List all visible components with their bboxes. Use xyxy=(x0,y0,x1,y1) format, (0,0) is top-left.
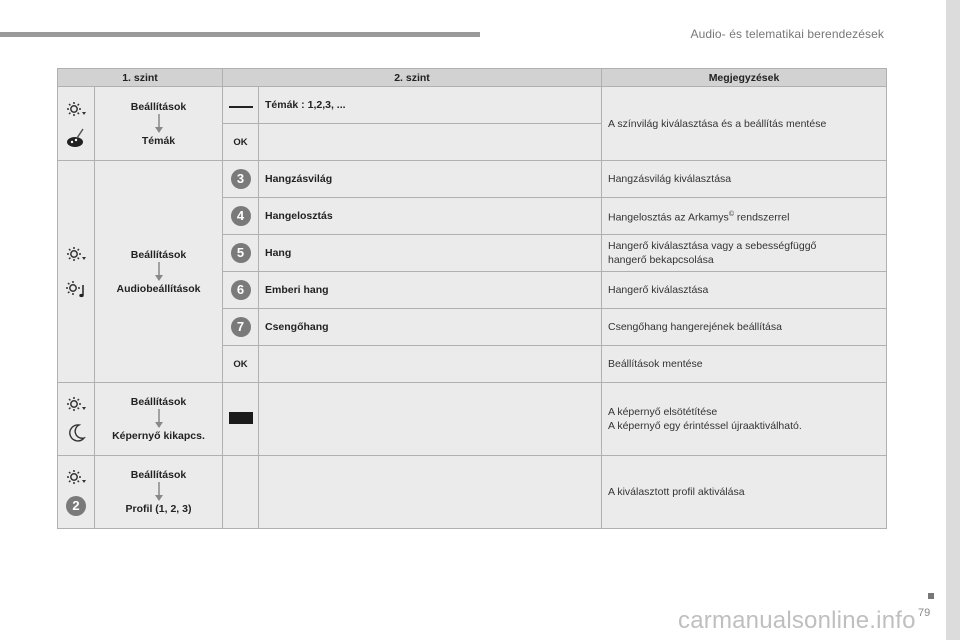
symbol-empty xyxy=(223,456,259,529)
table-header-row xyxy=(58,69,887,87)
level1-path-cell xyxy=(95,87,223,161)
path-top-label: Beállítások xyxy=(130,100,187,113)
arrow-down-icon xyxy=(154,114,164,134)
note-text-after: rendszerrel xyxy=(733,211,790,224)
page-marker xyxy=(928,593,934,599)
level2-empty xyxy=(259,456,602,529)
path-bottom-label: Profil (1, 2, 3) xyxy=(125,503,192,515)
symbol-cell xyxy=(223,87,259,124)
path-top-label: Beállítások xyxy=(130,396,187,408)
level2-empty xyxy=(259,383,602,456)
settings-icon xyxy=(65,245,87,263)
note-cell: Beállítások mentése xyxy=(602,346,887,383)
page-number: 79 xyxy=(918,607,931,619)
ok-symbol: OK xyxy=(223,346,259,383)
note-line: A képernyő egy érintéssel újraaktiválható. xyxy=(608,420,802,432)
settings-table xyxy=(57,68,887,529)
settings-icon xyxy=(65,395,87,413)
copyright-mark: © xyxy=(728,210,734,218)
column-header-level1: 1. szint xyxy=(58,69,223,87)
column-header-level2: 2. szint xyxy=(223,69,602,87)
note-text: Hangelosztás az Arkamys xyxy=(608,211,729,224)
level2-label: Témák : 1,2,3, ... xyxy=(259,87,602,124)
symbol-cell xyxy=(223,235,259,272)
number-2-icon: 2 xyxy=(66,496,86,516)
level2-empty xyxy=(259,124,602,161)
level2-label: Hang xyxy=(259,235,602,272)
icon-cell xyxy=(58,383,95,456)
page-edge-strip xyxy=(946,0,960,640)
column-header-notes: Megjegyzések xyxy=(602,69,887,87)
path-top-label: Beállítások xyxy=(130,469,187,481)
number-4-icon: 4 xyxy=(231,206,251,226)
number-3-icon: 3 xyxy=(231,169,251,189)
level2-label: Csengőhang xyxy=(259,309,602,346)
settings-icon xyxy=(65,468,87,486)
note-cell xyxy=(602,383,887,456)
number-6-icon: 6 xyxy=(231,280,251,300)
settings-icon xyxy=(65,100,87,118)
symbol-cell xyxy=(223,309,259,346)
note-cell: Csengőhang hangerejének beállítása xyxy=(602,309,887,346)
note-line: Hangerő kiválasztása vagy a sebességfüggő xyxy=(608,240,817,252)
symbol-cell xyxy=(223,272,259,309)
path-bottom-label: Témák xyxy=(141,134,176,147)
level2-label: Hangzásvilág xyxy=(259,161,602,198)
header-rule xyxy=(0,32,480,37)
level2-label: Emberi hang xyxy=(259,272,602,309)
arrow-down-icon xyxy=(154,482,164,502)
screen-off-icon xyxy=(229,412,253,424)
path-bottom-label: Képernyő kikapcs. xyxy=(112,430,205,442)
level1-path-cell xyxy=(95,383,223,456)
level1-path-cell xyxy=(95,456,223,529)
table-row xyxy=(58,383,887,456)
table-row xyxy=(58,161,887,198)
number-7-icon: 7 xyxy=(231,317,251,337)
note-line: hangerő bekapcsolása xyxy=(608,254,714,266)
note-cell: Hangerő kiválasztása xyxy=(602,272,887,309)
note-line: A képernyő elsötétítése xyxy=(608,406,718,418)
symbol-cell xyxy=(223,161,259,198)
icon-cell xyxy=(58,87,95,161)
note-cell: A színvilág kiválasztása és a beállítás mentése xyxy=(602,87,887,161)
note-cell: Hangzásvilág kiválasztása xyxy=(602,161,887,198)
audio-settings-icon xyxy=(64,279,88,299)
slider-line-icon xyxy=(229,106,253,108)
palette-icon xyxy=(65,128,87,148)
arrow-down-icon xyxy=(154,262,164,282)
note-cell xyxy=(602,235,887,272)
level1-path-cell xyxy=(95,161,223,383)
watermark: carmanualsonline.info xyxy=(678,607,916,634)
arrow-down-icon xyxy=(154,409,164,429)
symbol-cell xyxy=(223,383,259,456)
ok-symbol: OK xyxy=(223,124,259,161)
page-header-title: Audio- és telematikai berendezések xyxy=(690,27,884,41)
note-cell: A kiválasztott profil aktiválása xyxy=(602,456,887,529)
symbol-cell xyxy=(223,198,259,235)
table-row xyxy=(58,456,887,529)
icon-cell xyxy=(58,456,95,529)
path-bottom-label: Audiobeállítások xyxy=(116,282,201,295)
note-cell xyxy=(602,198,887,235)
number-5-icon: 5 xyxy=(231,243,251,263)
path-top-label: Beállítások xyxy=(130,248,187,261)
table-row xyxy=(58,87,887,124)
level2-empty xyxy=(259,346,602,383)
icon-cell xyxy=(58,161,95,383)
moon-icon xyxy=(66,423,86,443)
level2-label: Hangelosztás xyxy=(259,198,602,235)
